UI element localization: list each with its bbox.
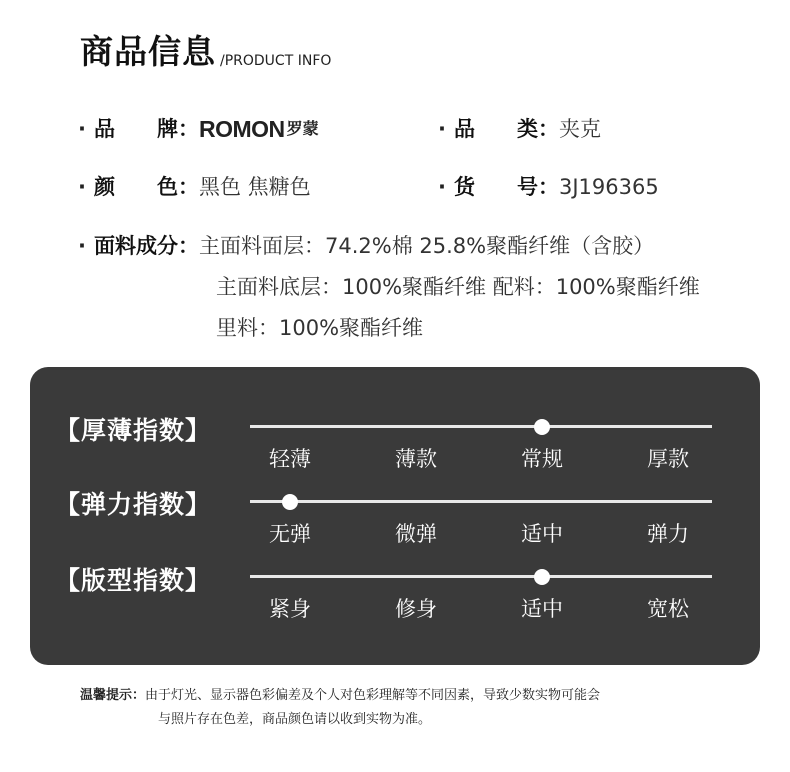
color-label: 颜 色： — [94, 175, 199, 199]
sku-row — [438, 172, 659, 202]
fabric-row — [78, 231, 654, 261]
bullet-icon: · — [78, 234, 86, 258]
page-title — [80, 32, 331, 72]
thickness-option: 薄款 — [395, 447, 437, 471]
fit-knob — [534, 569, 550, 585]
sku-label: 货 号： — [454, 175, 559, 199]
brand-row — [78, 114, 319, 144]
thickness-option: 轻薄 — [269, 447, 311, 471]
index-panel — [30, 367, 760, 665]
elasticity-option: 弹力 — [647, 522, 689, 546]
sku-value: 3J196365 — [559, 175, 659, 199]
elasticity-knob — [282, 494, 298, 510]
disclaimer-line-2: 与照片存在色差，商品颜色请以收到实物为准。 — [158, 712, 432, 727]
thickness-index-title: 【厚薄指数】 — [55, 416, 212, 445]
thickness-option: 常规 — [521, 447, 563, 471]
thickness-knob — [534, 419, 550, 435]
color-value: 黑色 焦糖色 — [199, 175, 311, 199]
thickness-track — [250, 425, 712, 428]
bullet-icon: · — [78, 117, 86, 141]
fit-option: 紧身 — [269, 597, 311, 621]
fit-index-title: 【版型指数】 — [55, 566, 212, 595]
fabric-line: 里料：100%聚酯纤维 — [216, 316, 424, 340]
elasticity-track — [250, 500, 712, 503]
thickness-option: 厚款 — [647, 447, 689, 471]
elasticity-option: 适中 — [521, 522, 563, 546]
category-value: 夹克 — [559, 117, 601, 141]
brand-label: 品 牌： — [94, 117, 199, 141]
category-label: 品 类： — [454, 117, 559, 141]
disclaimer-label: 温馨提示： — [80, 688, 146, 703]
elasticity-option: 微弹 — [395, 522, 437, 546]
fit-track — [250, 575, 712, 578]
fabric-line: 主面料底层：100%聚酯纤维 配料：100%聚酯纤维 — [216, 275, 700, 299]
bullet-icon: · — [438, 175, 446, 199]
fabric-row-2 — [216, 272, 700, 302]
brand-logo: ROMON — [199, 116, 285, 142]
brand-logo-cn: 罗蒙 — [286, 119, 319, 138]
fabric-label: 面料成分： — [94, 234, 199, 258]
elasticity-option: 无弹 — [269, 522, 311, 546]
title-subtitle: /PRODUCT INFO — [220, 53, 332, 69]
title-main: 商品信息 — [80, 32, 216, 71]
bullet-icon: · — [438, 117, 446, 141]
category-row — [438, 114, 601, 144]
bullet-icon: · — [78, 175, 86, 199]
disclaimer-text: 由于灯光、显示器色彩偏差及个人对色彩理解等不同因素，导致少数实物可能会 — [145, 688, 601, 703]
elasticity-index-title: 【弹力指数】 — [55, 490, 212, 519]
fit-option: 宽松 — [647, 597, 689, 621]
fit-option: 适中 — [521, 597, 563, 621]
fabric-row-3 — [216, 313, 423, 343]
disclaimer-line-1 — [80, 684, 600, 708]
disclaimer-note — [80, 684, 600, 732]
color-row — [78, 172, 311, 202]
fabric-line: 主面料面层：74.2%棉 25.8%聚酯纤维（含胶） — [199, 234, 655, 258]
fit-option: 修身 — [395, 597, 437, 621]
